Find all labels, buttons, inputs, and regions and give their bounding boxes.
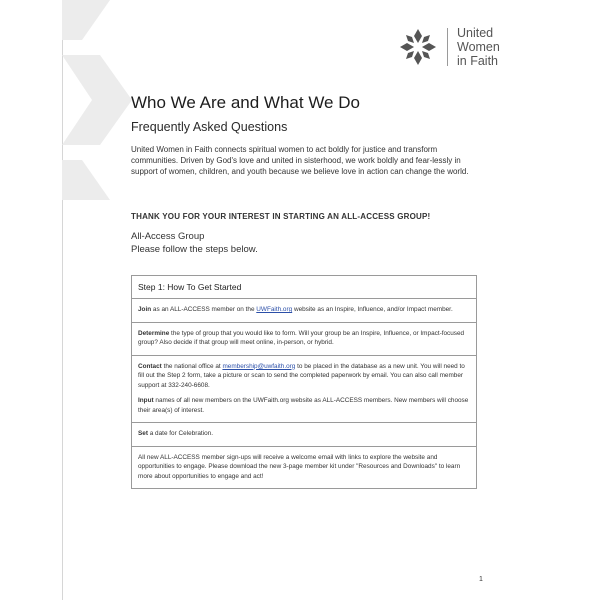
logo-line-1: United — [457, 26, 494, 40]
intro-paragraph: United Women in Faith connects spiritual women to act boldly for justice and transform communities. Driven by God's love and united in sisterhood, we work boldly and fear-lessly in support of women, children, and youth because we believe love in action can change the world. — [131, 145, 469, 176]
steps-instruction-line: Please follow the steps below. — [131, 244, 258, 255]
step-1-header: Step 1: How To Get Started — [132, 276, 476, 299]
logo-wordmark — [457, 26, 500, 68]
step-action-word: Contact — [138, 362, 162, 370]
step-action-word: Input — [138, 397, 154, 404]
logo-line-3: in Faith — [457, 54, 498, 68]
step-row-text: Set a date for Celebration. — [138, 430, 213, 437]
step-row-text: Input names of all new members on the UWFaith.org website as ALL-ACCESS members. New members will choose their area(s) of interest. — [138, 397, 469, 414]
uwfaith-website-link[interactable]: UWFaith.org — [256, 306, 293, 313]
step-row — [132, 447, 476, 490]
step-row — [132, 323, 476, 356]
watermark-icon — [62, 0, 132, 200]
thank-you-heading: THANK YOU FOR YOUR INTEREST IN STARTING AN ALL-ACCESS GROUP! — [131, 212, 431, 221]
page-subtitle: Frequently Asked Questions — [131, 120, 288, 134]
step-row — [132, 299, 476, 323]
step-1-table — [131, 275, 477, 489]
membership-email-link[interactable]: membership@uwfaith.org — [222, 362, 296, 370]
step-row-text: All new ALL-ACCESS member sign-ups will receive a welcome email with links to explore the website and opportunities to engage. Please download the new 3-page member kit under "Resources and Downloads" to learn more about opportunities to engage and act! — [138, 453, 461, 480]
step-row — [132, 423, 476, 447]
step-row — [132, 356, 476, 424]
step-1-rows — [132, 299, 476, 489]
page-number: 1 — [479, 576, 483, 583]
logo — [398, 26, 500, 68]
step-action-word: Determine — [138, 329, 170, 337]
page-title: Who We Are and What We Do — [131, 93, 360, 112]
uwf-cross-flame-icon — [398, 27, 438, 67]
logo-line-2: Women — [457, 40, 500, 54]
step-row-text: Determine the type of group that you would like to form. Will your group be an Inspire, Influence, or Impact-focused group? Also decide if that group will meet online, in-person, or hybrid. — [138, 329, 465, 346]
step-action-word: Set — [138, 430, 148, 437]
step-row-text: Join as an ALL-ACCESS member on the UWFaith.org website as an Inspire, Influence, and/or Impact member. — [138, 306, 453, 313]
group-type-line: All-Access Group — [131, 231, 205, 242]
step-row-text: Contact the national office at membership@uwfaith.org to be placed in the database as a new unit. You will need to fill out the Step 2 form, take a picture or scan to send the completed paperwork by email. You can also call member support at 332-240-6608. — [138, 362, 465, 389]
step-action-word: Join — [138, 306, 152, 313]
logo-divider — [447, 28, 448, 66]
